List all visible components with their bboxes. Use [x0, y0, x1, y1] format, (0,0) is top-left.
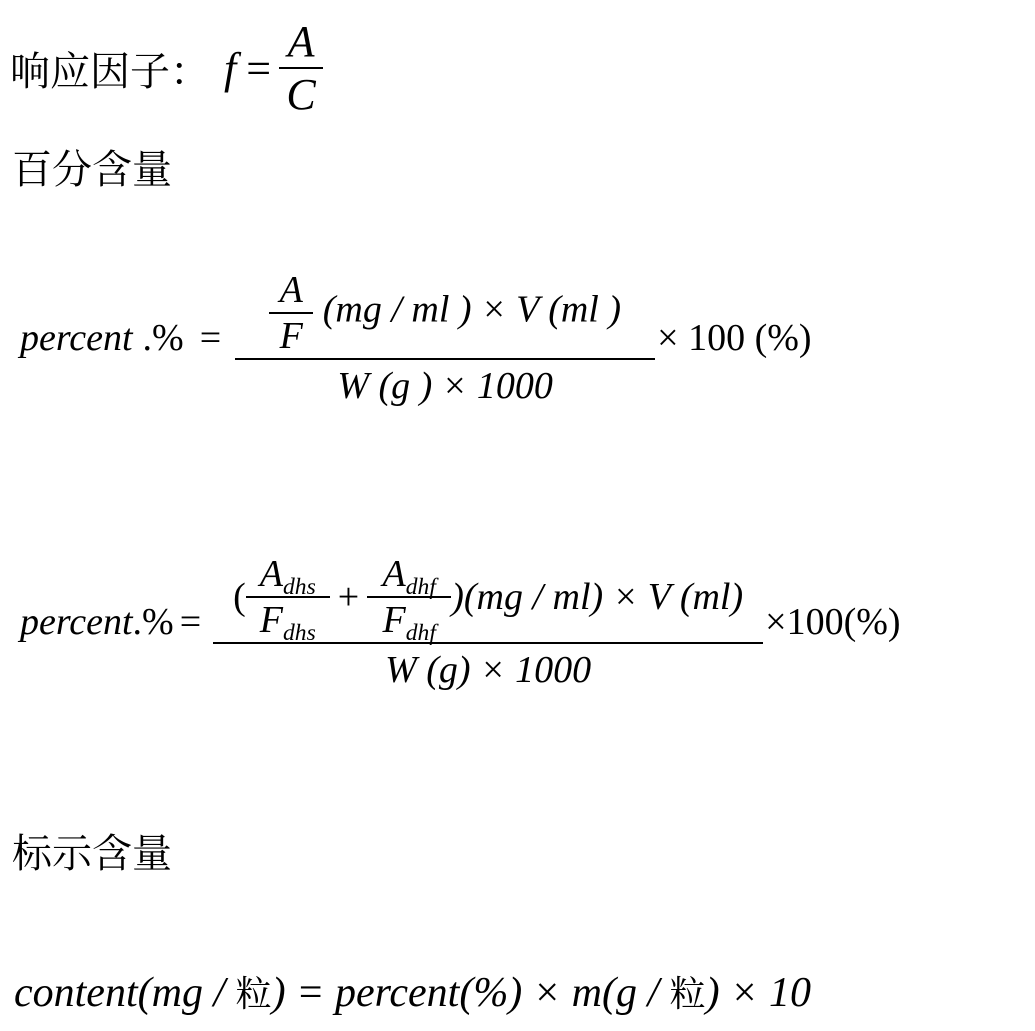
formula2-fraction-dhf [367, 552, 451, 647]
content-formula [14, 966, 811, 1017]
formula2-numerator-rest: )(mg / ml) × V (ml) [451, 576, 744, 618]
formula2-denominator: W (g) × 1000 [385, 649, 592, 691]
formula2-a-dhf: $A_{dhf}$ [382, 553, 436, 601]
formula1-eq: = [199, 317, 222, 359]
formula2-f-dhf: $F_{dhf}$ [382, 599, 436, 647]
formula2-lhs-var: percent [20, 601, 133, 643]
formula3-part3: ) × 10 [705, 970, 811, 1016]
formula1-suffix: × 100 (%) [657, 317, 812, 359]
formula2-open-paren: ( [233, 576, 246, 618]
fraction-bar [235, 358, 655, 360]
formula3-part1: content(mg / [14, 970, 236, 1016]
formula2-f-dhs: $F_{dhs}$ [259, 599, 316, 647]
formula2-plus: + [337, 576, 360, 618]
response-factor-var: f [224, 43, 237, 93]
response-factor-numerator: A [287, 17, 315, 66]
formula1-numerator [269, 268, 621, 358]
formula1-inner-fraction [269, 268, 313, 358]
formula3-unit-2: 粒 [669, 974, 706, 1015]
formula2-fraction-dhs [246, 552, 330, 647]
percent-formula-1 [20, 268, 812, 408]
formula2-eq: = [179, 601, 202, 643]
response-factor-eq: = [246, 43, 272, 93]
formula1-denominator: W (g ) × 1000 [337, 365, 553, 407]
formula2-suffix: ×100(%) [765, 601, 901, 643]
formula2-numerator [233, 552, 744, 647]
response-factor-denominator: C [286, 70, 316, 119]
formula1-inner-num: A [279, 269, 303, 311]
percent-formula-2 [20, 552, 901, 692]
formula2-a-dhs: $A_{dhs}$ [259, 553, 316, 601]
formula1-inner-den: F [279, 315, 303, 357]
formula2-lhs-unit: .% [132, 601, 174, 643]
heading-percent-content: 百分含量 [12, 147, 172, 193]
heading-labeled-content: 标示含量 [12, 831, 172, 877]
response-factor-line [10, 16, 323, 120]
formula1-lhs-unit: .% [142, 317, 184, 359]
formula1-main-fraction [235, 268, 655, 408]
formula1-lhs-var: percent [20, 317, 133, 359]
formula3-part2: ) = percent(%) × m(g / [271, 970, 670, 1016]
fraction-bar [213, 642, 763, 644]
response-factor-label: 响应因子： [10, 48, 210, 95]
formula3-unit-1: 粒 [235, 974, 272, 1015]
formula1-numerator-rest: (mg / ml ) × V (ml ) [322, 288, 622, 331]
formula2-main-fraction [213, 552, 763, 692]
response-factor-fraction [279, 16, 323, 120]
